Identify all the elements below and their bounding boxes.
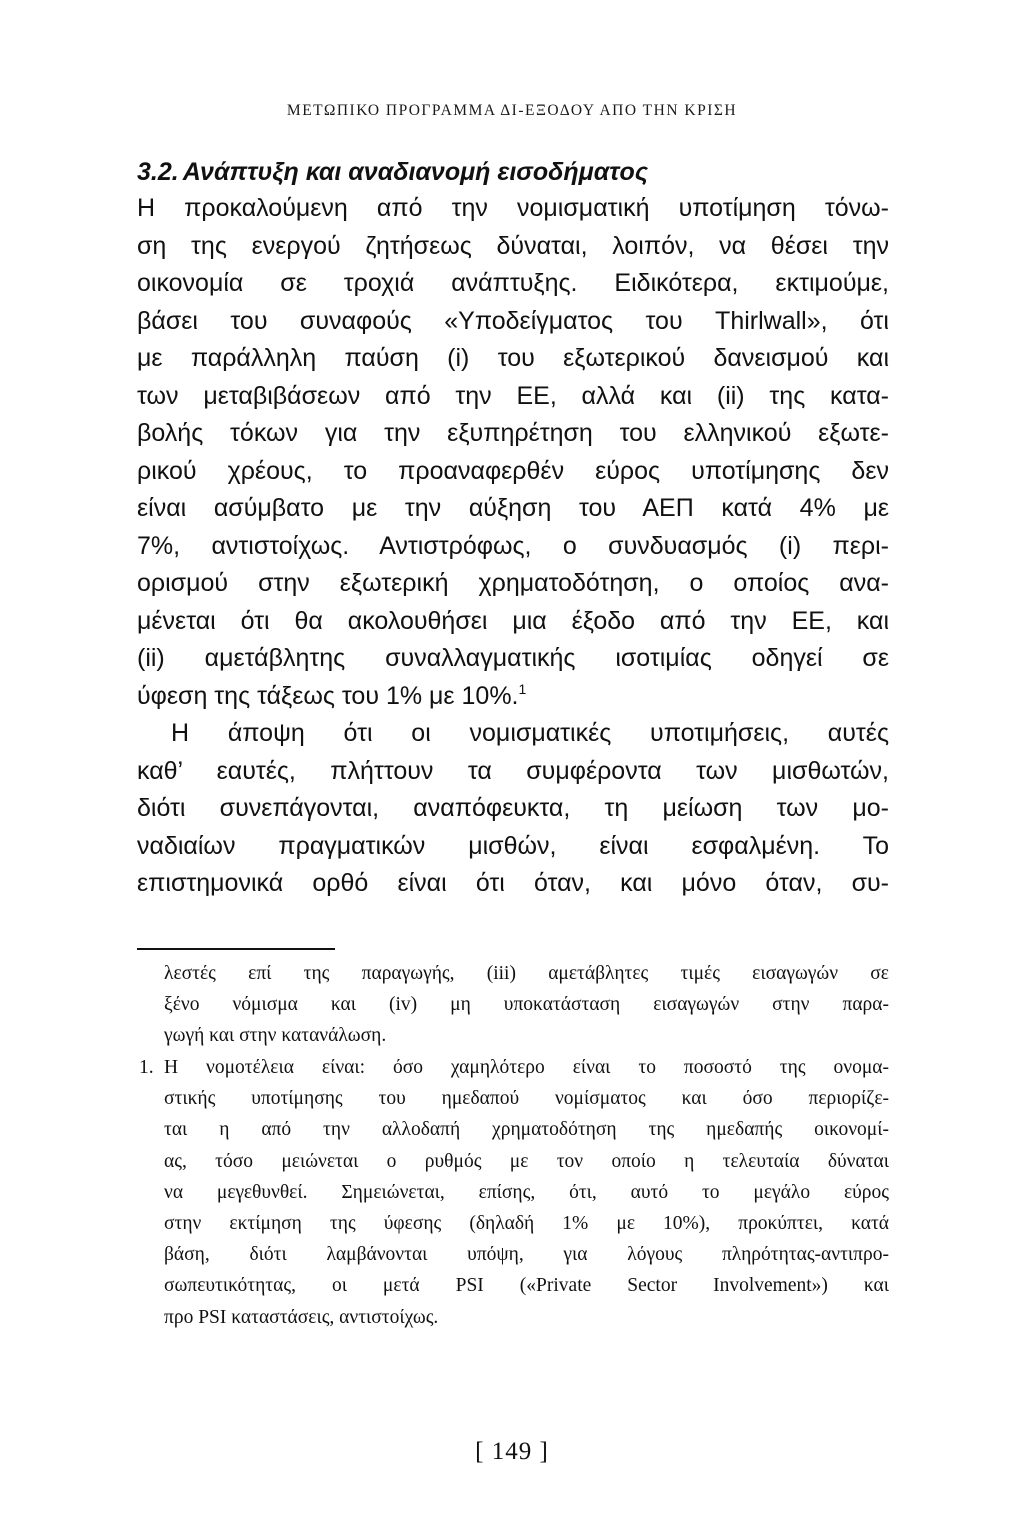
- footnote-line: βάση, διότι λαμβάνονται υπόψη, για λόγους πληρότητας-αντιπρο-: [164, 1244, 889, 1266]
- footnote-line: γωγή και στην κατανάλωση.: [164, 1025, 387, 1047]
- text-line: μένεται ότι θα ακολουθήσει μια έξοδο από την ΕΕ, και: [137, 606, 889, 635]
- text-line: 7%, αντιστοίχως. Αντιστρόφως, ο συνδυασμός (i) περι-: [137, 531, 889, 560]
- paragraph-1: [137, 190, 889, 715]
- footnote-line: λεστές επί της παραγωγής, (iii) αμετάβλητες τιμές εισαγωγών σε: [164, 963, 889, 984]
- footnote-line: στην εκτίμηση της ύφεσης (δηλαδή 1% με 10%), προκύπτει, κατά: [164, 1213, 889, 1235]
- footnote-line: σωπευτικότητας, οι μετά PSI («Private Sector Involvement») και: [164, 1275, 889, 1297]
- text-line: βολής τόκων για την εξυπηρέτηση του ελληνικού εξωτε-: [137, 419, 889, 447]
- text-line: ση της ενεργού ζητήσεως δύναται, λοιπόν, να θέσει την: [137, 231, 889, 260]
- footnote-line: ται η από την αλλοδαπή χρηματοδότηση της ημεδαπής οικονομί-: [164, 1119, 889, 1141]
- text-line: (ii) αμετάβλητης συναλλαγματικής ισοτιμίας οδηγεί σε: [137, 644, 889, 672]
- text-line: με παράλληλη παύση (i) του εξωτερικού δανεισμού και: [137, 344, 889, 372]
- section-title: Ανάπτυξη και αναδιανομή εισοδήματος: [182, 158, 649, 186]
- footnote-continued: [164, 958, 889, 1052]
- text-line: Η προκαλούμενη από την νομισματική υποτίμηση τόνω-: [137, 194, 889, 222]
- footnote-line: ας, τόσο μειώνεται ο ρυθμός με τον οποίο η τελευταία δύναται: [164, 1150, 889, 1172]
- text-line: διότι συνεπάγονται, αναπόφευκτα, τη μείωση των μο-: [137, 794, 889, 822]
- text-line: καθ’ εαυτές, πλήττουν τα συμφέροντα των μισθωτών,: [137, 756, 889, 785]
- text-line: ορισμού στην εξωτερική χρηματοδότηση, ο οποίος ανα-: [137, 569, 889, 597]
- text-line: επιστημονικά ορθό είναι ότι όταν, και μόνο όταν, συ-: [137, 869, 889, 897]
- text-line: [137, 678, 889, 716]
- running-head: ΜΕΤΩΠΙΚΟ ΠΡΟΓΡΑΜΜΑ ΔΙ-ΕΞΟΔΟΥ ΑΠΟ ΤΗΝ ΚΡΙΣΗ: [286, 102, 738, 119]
- text-line: είναι ασύμβατο με την αύξηση του ΑΕΠ κατά 4% με: [137, 494, 889, 522]
- text-line: Η άποψη ότι οι νομισματικές υποτιμήσεις, αυτές: [171, 719, 889, 747]
- page-number: [ 149 ]: [475, 1438, 549, 1465]
- footnote-line: Η νομοτέλεια είναι: όσο χαμηλότερο είναι το ποσοστό της ονομα-: [164, 1057, 889, 1078]
- text-line: οικονομία σε τροχιά ανάπτυξης. Ειδικότερα, εκτιμούμε,: [137, 269, 889, 297]
- footnote-separator: [137, 948, 335, 950]
- text-line: ρικού χρέους, το προαναφερθέν εύρος υποτίμησης δεν: [137, 456, 889, 485]
- footnote-marker: 1.: [139, 1057, 154, 1078]
- text-line: ναδιαίων πραγματικών μισθών, είναι εσφαλμένη. Το: [137, 831, 889, 860]
- section-number: 3.2.: [137, 158, 179, 186]
- footnote-1: [139, 1052, 889, 1333]
- paragraph-2: [137, 715, 889, 903]
- text-line: βάσει του συναφούς «Υποδείγματος του Thirlwall», ότι: [137, 306, 889, 335]
- body-text: [137, 190, 889, 903]
- footnote-line: στικής υποτίμησης του ημεδαπού νομίσματος και όσο περιορίζε-: [164, 1088, 889, 1110]
- section-heading: [137, 158, 648, 187]
- footnote-line: προ PSI καταστάσεις, αντιστοίχως.: [164, 1306, 439, 1328]
- text-line: των μεταβιβάσεων από την ΕΕ, αλλά και (ii) της κατα-: [137, 381, 889, 410]
- text-line-content: ύφεση της τάξεως του 1% με 10%.: [137, 681, 519, 710]
- footnote-line: ξένο νόμισμα και (iv) μη υποκατάσταση εισαγωγών στην παρα-: [164, 994, 889, 1016]
- footnote-line: να μεγεθυνθεί. Σημειώνεται, επίσης, ότι, αυτό το μεγάλο εύρος: [164, 1181, 889, 1203]
- footnote-reference[interactable]: 1: [518, 680, 527, 697]
